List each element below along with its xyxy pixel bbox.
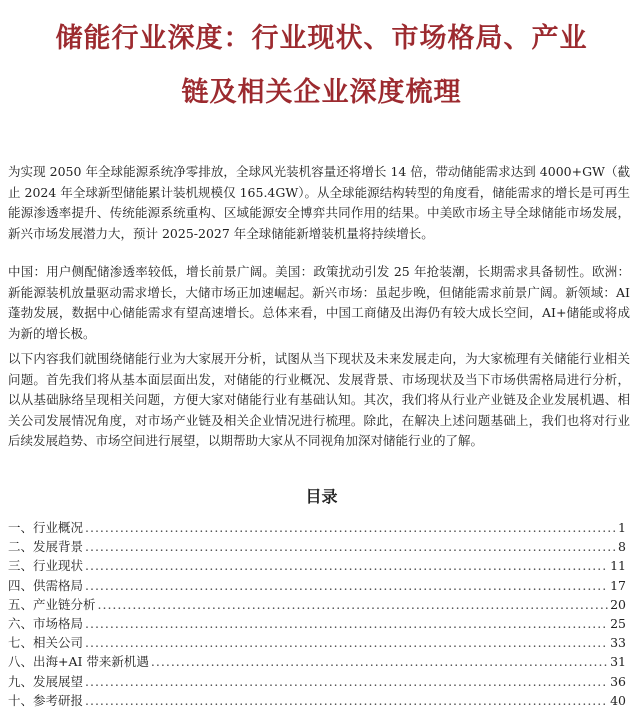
toc-entry[interactable] bbox=[8, 672, 626, 691]
toc-leader-dots bbox=[85, 539, 616, 554]
toc-leader-dots bbox=[85, 693, 608, 708]
toc-leader-dots bbox=[85, 520, 616, 535]
toc-entry-label: 五、产业链分析 bbox=[8, 596, 96, 612]
toc-leader-dots bbox=[85, 635, 608, 650]
toc-entry-page: 25 bbox=[610, 615, 626, 631]
toc-entry-page: 33 bbox=[610, 635, 626, 651]
toc-leader-dots bbox=[98, 597, 609, 612]
toc-entry[interactable] bbox=[8, 518, 626, 537]
toc-leader-dots bbox=[85, 578, 608, 593]
toc-entry-page: 1 bbox=[618, 520, 626, 535]
table-of-contents bbox=[8, 518, 626, 710]
toc-entry-page: 20 bbox=[610, 596, 626, 612]
intro-paragraph-3: 以下内容我们就围绕储能行业为大家展开分析，试图从当下现状及未来发展走向，为大家梳理有关储能行业相关问题。首先我们将从基本面层面出发，对储能的行业概况、发展背景、市场现状及当下市场供需格局进行分析，以从基础脉络呈现相关问题，方便大家对储能行业有基础认知。其次，我们将从行业产业链及企业发展机遇、相关公司发展情况角度，对市场产业链及相关企业情况进行梳理。除此，在解决上述问题基础上，我们也将对行业后续发展趋势、市场空间进行展望，以期帮助大家从不同视角加深对储能行业的了解。 bbox=[8, 351, 630, 449]
toc-heading: 目录 bbox=[305, 487, 338, 506]
intro-paragraph-2: 中国：用户侧配储渗透率较低，增长前景广阔。美国：政策扰动引发 25 年抢装潮，长期需求具备韧性。欧洲：新能源装机放量驱动需求增长，大储市场正加速崛起。新兴市场：虽起步晚，但储能需求前景广阔。新领域：AI 蓬勃发展，数据中心储能需求有望高速增长。总体来看，中国工商储及出海仍有较大成长空间，AI+储能或将成为新的增长极。 bbox=[8, 264, 630, 341]
toc-entry[interactable] bbox=[8, 537, 626, 556]
toc-entry-label: 九、发展展望 bbox=[8, 673, 84, 689]
document-title-line-1: 储能行业深度：行业现状、市场格局、产业 bbox=[55, 23, 588, 54]
toc-entry-page: 40 bbox=[610, 692, 626, 708]
toc-entry[interactable] bbox=[8, 614, 626, 633]
toc-leader-dots bbox=[85, 558, 608, 573]
document-title bbox=[0, 12, 643, 120]
toc-leader-dots bbox=[85, 616, 608, 631]
toc-entry-label: 十、参考研报 bbox=[8, 692, 84, 708]
toc-entry-label: 六、市场格局 bbox=[8, 615, 84, 631]
toc-leader-dots bbox=[151, 654, 608, 669]
toc-entry-label: 三、行业现状 bbox=[8, 558, 84, 574]
toc-entry[interactable] bbox=[8, 691, 626, 710]
toc-entry-label: 二、发展背景 bbox=[8, 539, 84, 555]
toc-entry-page: 31 bbox=[610, 654, 626, 670]
toc-entry-page: 8 bbox=[618, 539, 626, 555]
toc-entry[interactable] bbox=[8, 652, 626, 671]
toc-entry[interactable] bbox=[8, 576, 626, 595]
toc-entry-label: 七、相关公司 bbox=[8, 635, 84, 651]
toc-leader-dots bbox=[85, 674, 608, 689]
toc-entry[interactable] bbox=[8, 595, 626, 614]
toc-entry-page: 36 bbox=[610, 673, 626, 689]
toc-entry-page: 17 bbox=[610, 577, 626, 593]
toc-entry[interactable] bbox=[8, 633, 626, 652]
intro-paragraph-1: 为实现 2050 年全球能源系统净零排放，全球风光装机容量还将增长 14 倍，带动储能需求达到 4000+GW（截止 2024 年全球新型储能累计装机规模仅 165.4GW）。从全球能源结构转型的角度看，储能需求的增长是可再生能源渗透率提升、传统能源系统重构、区域能源安全博弈共同作用的结果。中美欧市场主导全球储能市场发展，新兴市场发展潜力大，预计 2025-2027 年全球储能新增装机量将持续增长。 bbox=[8, 164, 630, 241]
toc-entry-label: 一、行业概况 bbox=[8, 520, 84, 535]
toc-entry[interactable] bbox=[8, 556, 626, 575]
toc-entry-label: 四、供需格局 bbox=[8, 577, 84, 593]
toc-entry-page: 11 bbox=[610, 558, 626, 574]
toc-entry-label: 八、出海+AI 带来新机遇 bbox=[8, 654, 149, 670]
document-title-line-2: 链及相关企业深度梳理 bbox=[181, 77, 462, 108]
